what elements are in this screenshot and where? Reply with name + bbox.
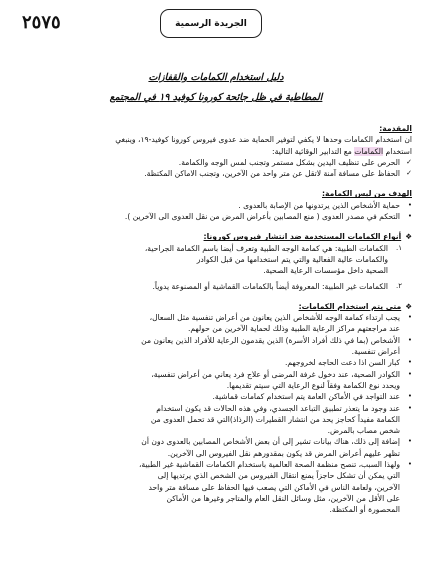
item-number: ٢. (396, 281, 402, 290)
when-list (26, 312, 412, 515)
list-item-text: ويحدد نوع الكمامة وفقاً لنوع الرعاية التي سيتم تقديمها. (226, 380, 400, 390)
page-number: ٢٥٧٥ (22, 12, 61, 33)
intro-text-line2 (26, 146, 412, 157)
list-item-text: حماية الأشخاص الذين يرتدونها من الإصابة بالعدوى . (238, 200, 400, 210)
goal-heading: الهدف من لبس الكمامة: (322, 189, 412, 199)
bullet-icon: • (407, 212, 412, 221)
list-item (26, 281, 402, 292)
intro-text-b: استخدام (383, 146, 412, 156)
bullet-icon: • (407, 437, 412, 446)
list-item-text: الآخرين، ولعامة الناس في الأماكن التي يصعب فيها الحفاظ على مسافة متر واحد (148, 482, 400, 492)
list-item-text: عند التواجد في الأماكن العامة يتم استخدام كمامات قماشية. (212, 392, 400, 402)
list-item-text: الكوادر الصحية، عند دخول غرفة المرضى أو علاج فرد يعاني من أعراض تنفسية، (151, 369, 400, 379)
check-item-text: الحرص على تنظيف اليدين بشكل مستمر وتجنب لمس الوجه والكمامة. (178, 157, 400, 167)
list-item (26, 312, 412, 335)
list-item (26, 436, 412, 459)
list-item-text: الصحية داخل مؤسسات الرعاية الصحية. (263, 266, 388, 276)
list-item-text: عند مراجعتهم مراكز الرعاية الطبية وذلك لحماية الآخرين من حولهم. (187, 324, 400, 334)
list-item-text: الأشخاص (بما في ذلك أفراد الأسرة) الذين يقدمون الرعاية للأفراد الذين يعانون من (141, 335, 400, 345)
list-item (26, 403, 412, 437)
bullet-icon: • (407, 392, 412, 401)
bullet-icon: • (407, 403, 412, 412)
list-item-text: التي يمكن أن تشكل حاجزاً يمنع انتقال الفيروس من الشخص الذي يرتديها إلى (157, 471, 400, 481)
list-item-text: على الأقل من الآخرين، مثل وسائل النقل العام والمتاجر وغيرها من الأماكن (166, 493, 400, 503)
list-item-text: شخص مصاب بالمرض. (327, 426, 400, 436)
list-item-text: ولهذا السبب، تنصح منظمة الصحة العالمية باستخدام الكمامات القماشية غير الطبية، (138, 460, 400, 470)
check-item-text: الحفاظ على مسافة آمنة لاتقل عن متر واحد من الآخرين، وتجنب الاماكن المكتظة. (144, 169, 400, 179)
list-item-text: الكمامات غير الطبية: المعروفة أيضاً بالكمامات القماشية أو المصنوعة يدوياً. (152, 281, 388, 291)
list-item (26, 243, 402, 277)
document-subtitle: المطاطية في ظل جائحة كورونا كوفيد ١٩ في المجتمع (109, 92, 323, 103)
list-item-text: عند وجود ما يتعذر تطبيق التباعد الجسدي، وفي هذه الحالات قد يكون استخدام (156, 403, 400, 413)
bullet-icon: • (407, 200, 412, 209)
list-item-text: أعراض تنفسية. (351, 347, 400, 357)
diamond-bullet-icon: ❖ (405, 301, 412, 311)
intro-text-line1: ان استخدام الكمامات وحدها لا يكفي لتوفير الحماية ضد عدوى فيروس كورونا كوفيد-١٩، وينبغي (115, 135, 412, 145)
document-body (26, 120, 412, 516)
list-item (26, 357, 412, 368)
bullet-icon: • (407, 369, 412, 378)
list-item-text: الكمامة مفيداً كحاجز يحد من انتشار القطيرات (الرذاذ)التي قد تحمل العدوى من (150, 414, 400, 424)
types-list (26, 243, 412, 292)
list-item-text: إضافة إلى ذلك، هناك بيانات تشير إلى أن بعض الأشخاص المصابين بالعدوى دون أن (141, 437, 400, 447)
list-item-text: الكمامات الطبية: هي كمامة الوجه الطبية وتعرف أيضا باسم الكمامة الجراحية، (144, 243, 388, 253)
list-item-text: والكمامات عالية الفعالية والتي يتم استخدامها من قبل الكوادر (196, 254, 388, 264)
list-item-text: التحكم في مصدر العدوى ( منع المصابين بأعراض المرض من نقل العدوى الى الآخرين ). (124, 212, 400, 222)
bullet-icon: • (407, 460, 412, 469)
check-item (26, 157, 412, 168)
gazette-name-box (160, 9, 262, 38)
intro-text-c: مع التدابير الوقائية التالية: (272, 146, 355, 156)
gazette-name: الجريدة الرسمية (175, 18, 247, 29)
goal-list (26, 200, 412, 223)
checkmark-icon: ✓ (406, 157, 412, 166)
list-item (26, 335, 412, 358)
list-item-text: المحصورة أو المكتظة. (329, 505, 400, 515)
checkmark-icon: ✓ (406, 169, 412, 178)
list-item (26, 391, 412, 402)
list-item-text: تظهر عليهم أعراض المرض قد يكون بمقدورهم نقل الفيروس الى الآخرين. (167, 448, 400, 458)
list-item-text: يجب ارتداء كمامة الوجه للأشخاص الذين يعانون من أعراض تنفسية مثل السعال، (149, 313, 400, 323)
when-heading-text: متى يتم استخدام الكمامات: (298, 301, 402, 311)
intro-check-list (26, 157, 412, 180)
list-item (26, 200, 412, 211)
list-item (26, 369, 412, 392)
bullet-icon: • (407, 335, 412, 344)
intro-heading: المقدمة: (379, 124, 412, 133)
diamond-bullet-icon: ❖ (405, 232, 412, 242)
check-item (26, 168, 412, 179)
bullet-icon: • (407, 358, 412, 367)
when-heading (26, 301, 412, 312)
list-item-text: كبار السن اذا دعت الحاجه لخروجهم. (284, 358, 400, 368)
item-number: ١. (396, 243, 402, 252)
document-title: دليل استخدام الكمامات والقفازات (148, 72, 284, 83)
list-item (26, 459, 412, 515)
list-item (26, 211, 412, 222)
bullet-icon: • (407, 313, 412, 322)
types-heading-text: أنواع الكمامات المستخدمة ضد انتشار فيروس كورونا: (203, 232, 402, 242)
highlighted-word: الكمامات (354, 146, 384, 156)
types-heading (26, 231, 412, 242)
